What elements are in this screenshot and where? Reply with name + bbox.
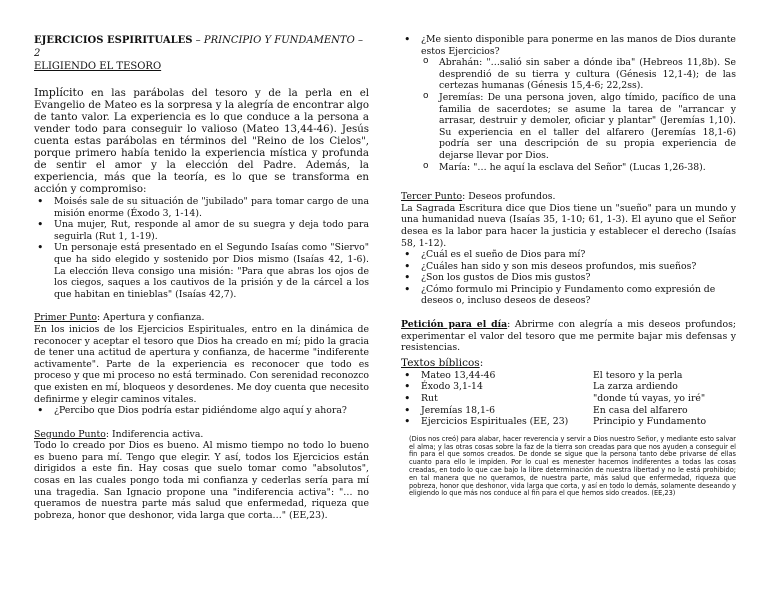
document-subtitle: ELIGIENDO EL TESORO [34,61,162,72]
list-item: o María: "… he aquí la esclava del Señor" (Lucas 1,26-38). [421,162,736,174]
list-item: • ¿Cómo formulo mi Principio y Fundamento como expresión de deseos o, incluso deseos de deseos? [401,284,736,307]
tercer-punto-text: La Sagrada Escritura dice que Dios tiene un "sueño" para un mundo y una humanidad nueva (Isaías 35, 1-10; 61, 1-3). El ayuno que el Señor desea es la labor para hacer la justicia y establecer el derecho (Isaías 58, 1-12). [401,202,736,249]
segundo-punto-section [34,429,369,522]
tercer-punto-heading: Tercer Punto: Deseos profundos. [401,191,556,203]
table-row: • Jeremías 18,1-6 En casa del alfarero [401,405,736,417]
table-row: • Ejercicios Espirituales (EE, 23) Principio y Fundamento [401,416,736,428]
list-item: • Moisés sale de su situación de "jubilado" para tomar cargo de una misión enorme (Éxodo 3, 1-14). [34,196,369,219]
footnote-ee23: (Dios nos creó) para alabar, hacer reverencia y servir a Dios nuestro Señor, y mediante esto salvar el alma; y las otras cosas sobre la faz de la tierra son creadas para que nos ayuden a conseguir el fin para el que somos creados. De donde se sigue que la persona tanto debe privarse de ellas cuanto para ello le impiden. Por lo cual es menester hacernos indiferentes a todas las cosas creadas, en todo lo que cae bajo la libre determinación de nuestra libertad y no le está prohibido; en tal manera que no queramos, de nuestra parte, más salud que enfermedad, riqueza que pobreza, honor que deshonor, vida larga que corta, y así en todo lo demás, solamente deseando y eligiendo lo que más nos conduce al fin para el que hemos sido creados. (EE,23) [409,434,737,498]
right-column [401,34,736,498]
list-item: • Una mujer, Rut, responde al amor de su suegra y deja todo para seguirla (Rut 1, 1-19). [34,219,369,242]
segundo-punto-heading: Segundo Punto: Indiferencia activa. [34,428,204,440]
example-sublist [421,57,736,173]
list-item: • ¿Son los gustos de Dios mis gustos? [401,272,736,284]
textos-list [401,370,736,428]
left-column [34,34,369,521]
table-row: • Mateo 13,44-46 El tesoro y la perla [401,370,736,382]
document-title: EJERCICIOS ESPIRITUALES – PRINCIPIO Y FUNDAMENTO – 2 [34,35,363,59]
list-item: o Jeremías: De una persona joven, algo tímido, pacífico de una familia de sacerdotes; se asume la tarea de "arrancar y arrasar, destruir y demoler, oficiar y plantar" (Jeremías 1,10). Su experiencia en el taller del alfarero (Jeremías 18,1-6) podría ser una descripción de su propia experiencia de dejarse llevar por Dios. [421,92,736,162]
intro-bullet-list [34,196,369,300]
list-item: • Un personaje está presentado en el Segundo Isaías como "Siervo" que ha sido elegido y sostenido por Dios mismo (Isaías 42, 1-6). La elección lleva consigo una misión: "Para que abras los ojos de los ciegos, saques a los cautivos de la prisión y de la cárcel a los que habitan en tinieblas" (Isaías 42,7). [34,242,369,300]
list-item: o Abrahán: "…salió sin saber a dónde iba" (Hebreos 11,8b). Se desprendió de su tierra y cultura (Génesis 12,1-4); de las certezas humanas (Génesis 15,4-6; 22,2ss). [421,57,736,92]
table-row: • Rut "donde tú vayas, yo iré" [401,393,736,405]
segundo-punto-text: Todo lo creado por Dios es bueno. Al mismo tiempo no todo lo bueno es bueno para mí. Tengo que elegir. Y así, todos los Ejercicios están dirigidos a este fin. Hay cosas que suelo tomar como "absolutos", cosas en las cuales pongo toda mi confianza y cederlas sería para mí una tragedia. San Ignacio propone una "indiferencia activa": "… no queramos de nuestra parte más salud que enfermedad, riqueza que pobreza, honor que deshonor, vida larga que corta…" (EE,23). [34,440,369,521]
primer-punto-heading: Primer Punto: Apertura y confianza. [34,312,205,324]
list-item: • ¿Cuál es el sueño de Dios para mí? [401,249,736,261]
tercer-punto-section [401,191,736,307]
list-item: • ¿Me siento disponible para ponerme en las manos de Dios durante estos Ejercicios? o Abrahán: "…salió sin saber a dónde iba" (Hebreos 11,8b). Se desprendió de su tierra y cultura (Génesis 12,1-4); de las certezas humanas (Génesis 15,4-6; 22,2ss). o Jeremías: De una persona joven, algo tímido, pacífico de una familia de sacerdotes; se asume la tarea de "arrancar y arrasar, destruir y demoler, oficiar y plantar" (Jeremías 1,10). Su experiencia en el taller del alfarero (Jeremías 18,1-6) podría ser una descripción de su propia experiencia de dejarse llevar por Dios. o María: "… he aquí la esclava del Señor" (Lucas 1,26-38). [401,34,736,173]
textos-biblicos-section: Textos bíblicos: • Mateo 13,44-46 El tesoro y la perla • Éxodo 3,1-14 La zarza ardiendo • Rut "donde tú vayas, yo iré" • Jeremías 18,1-6 En casa del alfarero • Ejercicios Espirituales (EE, 23) Principio y Fundamento [401,357,736,428]
peticion-section: Petición para el día: Abrirme con alegría a mis deseos profundos; experimentar el valor del tesoro que me permite bajar mis defensas y resistencias. [401,319,736,354]
intro-paragraph: Implícito en las parábolas del tesoro y de la perla en el Evangelio de Mateo es la sorpresa y la alegría de encontrar algo de tanto valor. La experiencia es lo que conduce a la persona a vender todo para conseguir lo valioso (Mateo 13,44-46). Jesús cuenta estas parábolas en términos del "Reino de los Cielos", porque primero había tenido la experiencia mística y profunda de sentir el amor y la elección del Padre. Además, la experiencia, más que la teoría, es lo que se transforma en acción y compromiso: [34,86,369,195]
primer-punto-text: En los inicios de los Ejercicios Espirituales, entro en la dinámica de reconocer y aceptar el tesoro que Dios ha creado en mí; pido la gracia de tener una actitud de apertura y confianza, de hacerme "indiferente activamente". Parte de la experiencia es reconocer que todo es proceso y que mi proceso no está terminado. Con serenidad reconozco que existen en mí, bloqueos y desordenes. Me doy cuenta que necesito definirme y elegir caminos vitales. [34,323,369,405]
table-row: • Éxodo 3,1-14 La zarza ardiendo [401,381,736,393]
textos-heading: Textos bíblicos [401,356,480,369]
list-item: • ¿Cuáles han sido y son mis deseos profundos, mis sueños? [401,261,736,273]
primer-punto-section [34,312,369,416]
list-item: • ¿Percibo que Dios podría estar pidiéndome algo aquí y ahora? [34,405,369,417]
